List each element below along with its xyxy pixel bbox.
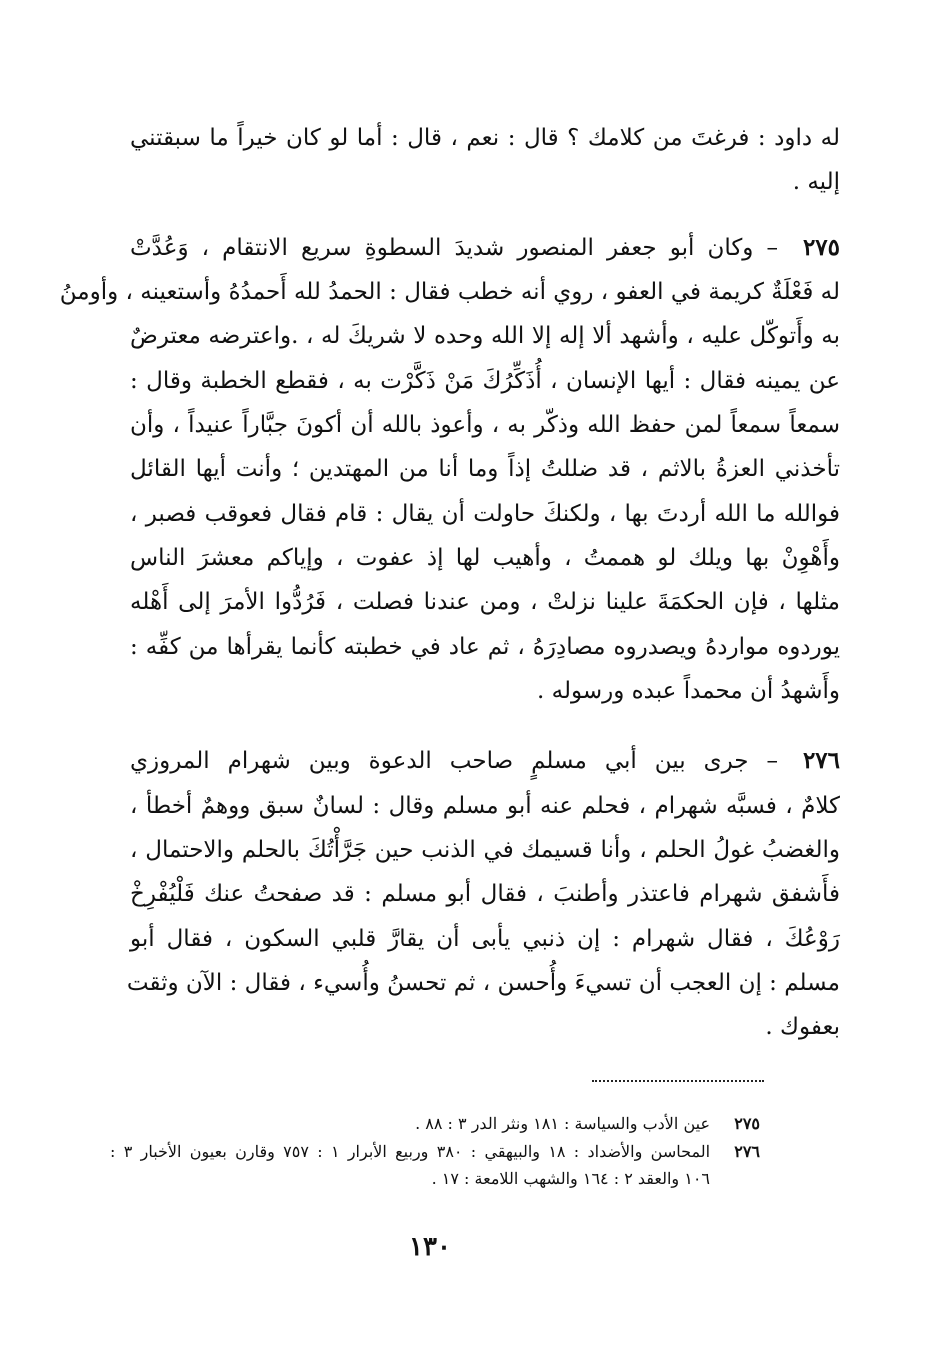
text-line-15: كلامٌ ، فسبَّه شهرام ، فحلم عنه أبو مسلم وقال : لسانٌ سبق ووهمٌ أخطأ ، xyxy=(130,793,840,819)
text-line-11: مثلها ، فإن الحكمَةَ علينا نزلتْ ، ومن عندنا فصلت ، فَرُدُّوا الأمرَ إلى أَهْله xyxy=(130,589,840,615)
section-number-276: ٢٧٦ xyxy=(802,747,840,774)
text-line-17: فأَشفق شهرام فاعتذر وأطنبَ ، فقال أبو مسلم : قد صفحتُ عنك فَلْيُفْرِخْ xyxy=(130,881,840,907)
text-line-3: – وكان أبو جعفر المنصور شديدَ السطوةِ سريع الانتقام ، وَعُدَّتْ xyxy=(130,235,778,261)
text-line-18: رَوْعُكَ ، فقال شهرام : إن ذنبي يأبى أن يقارَّ قلبي السكون ، فقال أبو xyxy=(130,926,840,952)
text-line-5: به وأَتوكّل عليه ، وأشهد ألا إله إلا الله وحده لا شريكَ له ، .واعترضه معترضٌ xyxy=(130,323,840,349)
text-line-8: تأخذني العزةُ بالاثم ، قد ضللتُ إذاً وما أنا من المهتدين ؛ وأنت أيها القائل xyxy=(130,456,840,482)
page-number: ١٣٠ xyxy=(409,1232,451,1262)
text-line-19: مسلم : إن العجب أن تسيءَ وأُحسن ، ثم تحسنُ وأُسيء ، فقال : الآن وثقت xyxy=(126,970,840,996)
text-line-6: عن يمينه فقال : أيها الإنسان ، أُذَكِّرُكَ مَنْ ذَكَّرْت به ، فقطع الخطبة وقال : xyxy=(130,368,840,394)
text-line-4: له فَعْلَةٌ كريمة في العفو ، روي أنه خطب فقال : الحمدُ لله أَحمدُهُ وأستعينه ، وأومنُ xyxy=(59,279,840,305)
text-line-2: إليه . xyxy=(792,169,840,195)
text-line-7: سمعاً سمعاً لمن حفظ الله وذكّر به ، وأعوذ بالله أن أكونَ جبَّاراً عنيداً ، وأن xyxy=(130,412,840,438)
text-line-1: له داود : فرغتَ من كلامك ؟ قال : نعم ، قال : أما لو كان خيراً ما سبقتني xyxy=(130,125,840,151)
text-line-13: وأَشهدُ أن محمداً عبده ورسوله . xyxy=(536,678,840,704)
text-line-14: – جرى بين أبي مسلمٍ صاحب الدعوة وبين شهرام المروزي xyxy=(130,748,778,774)
text-line-20: بعفوك . xyxy=(765,1014,840,1040)
text-line-12: يوردوه مواردهُ ويصدروه مصادِرَهُ ، ثم عاد في خطبته كأنما يقرأها من كفِّه : xyxy=(130,634,840,660)
footnote-275: عين الأدب والسياسة : ١٨١ ونثر الدر ٣ : ٨٨ . xyxy=(415,1114,710,1133)
text-line-10: وأَهْوِنْ بها ويلك لو هممتُ ، وأهيب لها إذ عفوت ، وإياكم معشرَ الناس xyxy=(130,545,840,571)
text-line-9: فوالله ما الله أردتَ بها ، ولكنكَ حاولت أن يقال : قام فقال فعوقب فصبر ، xyxy=(130,501,840,527)
text-line-16: والغضبُ غولُ الحلم ، وأنا قسيمك في الذنب حين جَرَّأْتُكَ بالحلم والاحتمال ، xyxy=(130,837,840,863)
footnote-number-275: ٢٧٥ xyxy=(734,1114,760,1133)
footnote-276-line-1: المحاسن والأضداد : ١٨ والبيهقي : ٣٨٠ وربيع الأبرار ١ : ٧٥٧ وقارن بعيون الأخبار ٣ : xyxy=(110,1142,711,1161)
section-number-275: ٢٧٥ xyxy=(802,234,840,261)
footnote-number-276: ٢٧٦ xyxy=(734,1142,760,1161)
footnote-276-line-2: ١٠٦ والعقد ٢ : ١٦٤ والشهب اللامعة : ١٧ . xyxy=(431,1169,710,1188)
footnote-separator xyxy=(592,1080,764,1082)
